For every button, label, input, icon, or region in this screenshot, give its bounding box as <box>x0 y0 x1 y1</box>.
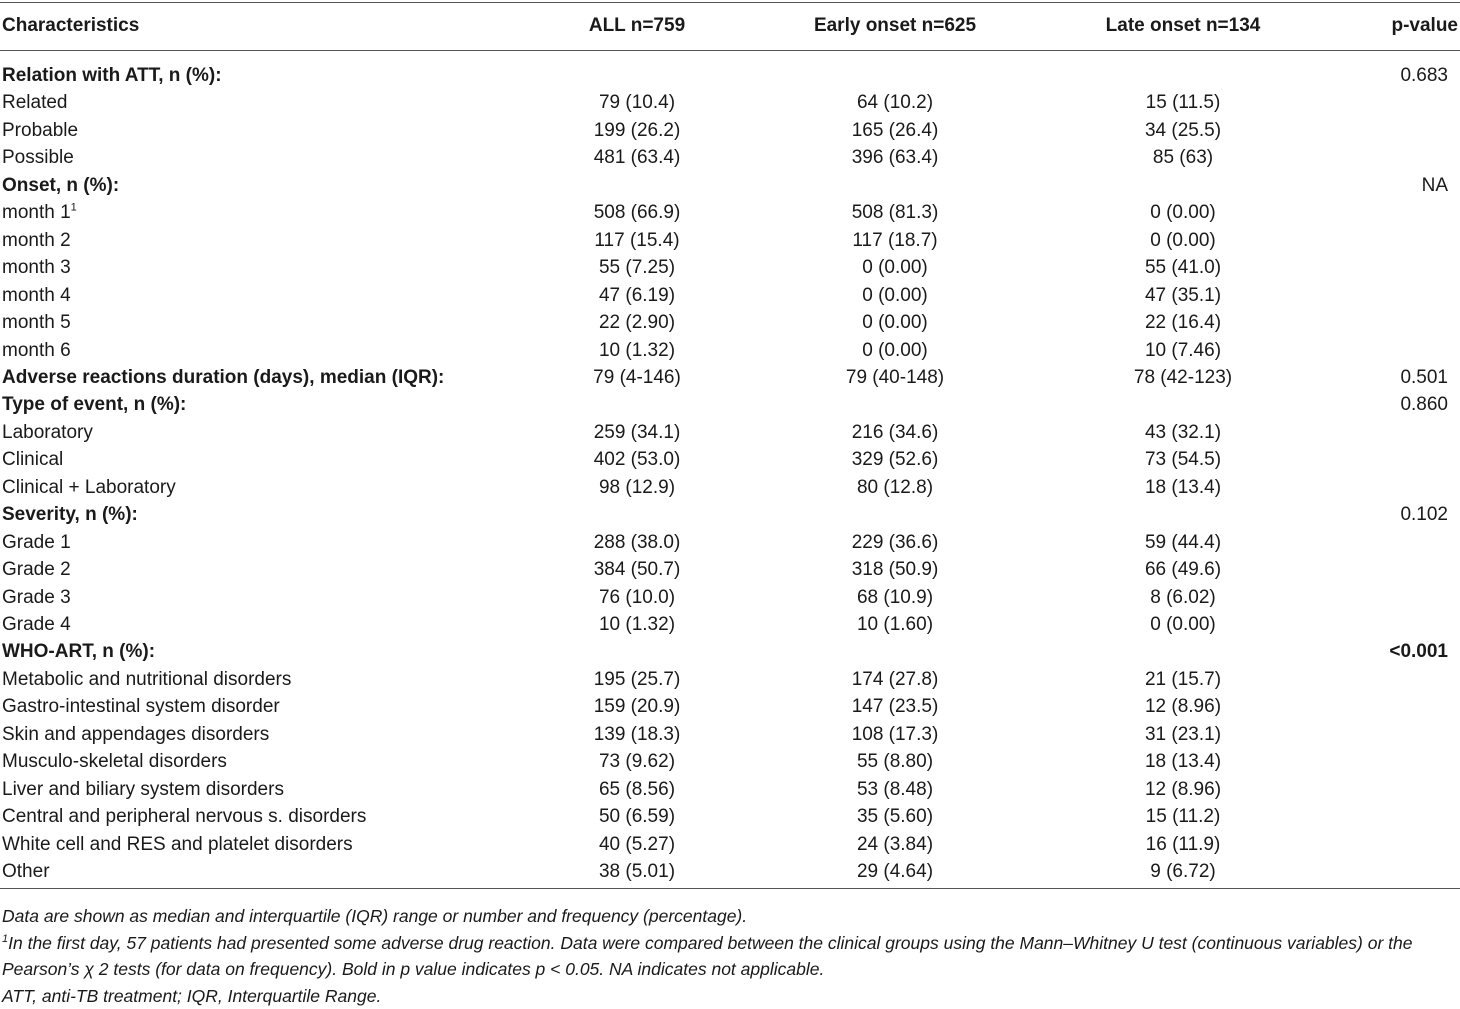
row-label-text: month 4 <box>2 285 71 306</box>
row-label-text: month 6 <box>2 340 71 361</box>
cell-early-onset: 318 (50.9) <box>765 556 1025 583</box>
cell-all: 10 (1.32) <box>507 611 767 638</box>
table-section-row <box>0 62 1460 89</box>
row-label <box>2 117 78 144</box>
table-row <box>0 474 1460 501</box>
row-label-text: Severity, n (%): <box>2 504 138 525</box>
cell-early-onset: 508 (81.3) <box>765 199 1025 226</box>
cell-early-onset: 117 (18.7) <box>765 227 1025 254</box>
row-label <box>2 803 366 830</box>
row-label-text: Central and peripheral nervous s. disorders <box>2 806 366 827</box>
cell-early-onset: 216 (34.6) <box>765 419 1025 446</box>
table-row <box>0 693 1460 720</box>
table-row <box>0 419 1460 446</box>
row-label-text: White cell and RES and platelet disorders <box>2 834 353 855</box>
row-label <box>2 556 71 583</box>
table-section-row <box>0 172 1460 199</box>
row-label <box>2 419 93 446</box>
table-row <box>0 584 1460 611</box>
cell-late-onset: 73 (54.5) <box>1053 446 1313 473</box>
row-label <box>2 501 138 528</box>
cell-all: 76 (10.0) <box>507 584 767 611</box>
row-label <box>2 337 71 364</box>
row-label <box>2 172 119 199</box>
row-label <box>2 584 71 611</box>
table-top-rule <box>0 2 1460 3</box>
cell-late-onset: 21 (15.7) <box>1053 666 1313 693</box>
cell-late-onset: 85 (63) <box>1053 144 1313 171</box>
table-section-row <box>0 638 1460 665</box>
table-row <box>0 831 1460 858</box>
cell-all: 481 (63.4) <box>507 144 767 171</box>
cell-late-onset: 0 (0.00) <box>1053 611 1313 638</box>
cell-early-onset: 35 (5.60) <box>765 803 1025 830</box>
row-label <box>2 776 284 803</box>
cell-early-onset: 174 (27.8) <box>765 666 1025 693</box>
row-label <box>2 666 291 693</box>
cell-early-onset: 55 (8.80) <box>765 748 1025 775</box>
cell-late-onset: 66 (49.6) <box>1053 556 1313 583</box>
table-row <box>0 337 1460 364</box>
cell-late-onset: 55 (41.0) <box>1053 254 1313 281</box>
table-row <box>0 611 1460 638</box>
cell-all: 47 (6.19) <box>507 282 767 309</box>
row-label <box>2 529 71 556</box>
row-label-text: Grade 3 <box>2 587 71 608</box>
row-label-text: Grade 4 <box>2 614 71 635</box>
cell-all: 55 (7.25) <box>507 254 767 281</box>
cell-all: 288 (38.0) <box>507 529 767 556</box>
cell-late-onset: 34 (25.5) <box>1053 117 1313 144</box>
cell-all: 65 (8.56) <box>507 776 767 803</box>
footnote-marker: 1 <box>2 933 8 945</box>
row-label-text: Other <box>2 861 50 882</box>
row-label <box>2 199 77 226</box>
row-label <box>2 391 186 418</box>
row-label <box>2 693 280 720</box>
table-row <box>0 748 1460 775</box>
cell-early-onset: 68 (10.9) <box>765 584 1025 611</box>
cell-early-onset: 165 (26.4) <box>765 117 1025 144</box>
cell-late-onset: 16 (11.9) <box>1053 831 1313 858</box>
row-label-text: Liver and biliary system disorders <box>2 779 284 800</box>
cell-early-onset: 0 (0.00) <box>765 309 1025 336</box>
table-row <box>0 556 1460 583</box>
row-label <box>2 364 444 391</box>
row-label <box>2 309 71 336</box>
row-label-text: Probable <box>2 120 78 141</box>
row-label <box>2 282 71 309</box>
cell-all: 384 (50.7) <box>507 556 767 583</box>
row-label-text: Grade 1 <box>2 532 71 553</box>
row-label <box>2 62 222 89</box>
table-section-row <box>0 391 1460 418</box>
cell-all: 117 (15.4) <box>507 227 767 254</box>
row-label <box>2 748 227 775</box>
table-row <box>0 117 1460 144</box>
footnote-abbreviations: ATT, anti-TB treatment; IQR, Interquartile Range. <box>2 983 1458 1009</box>
cell-late-onset: 8 (6.02) <box>1053 584 1313 611</box>
cell-p-value: 0.860 <box>1400 391 1448 418</box>
row-label <box>2 474 176 501</box>
cell-all: 139 (18.3) <box>507 721 767 748</box>
cell-p-value: 0.102 <box>1400 501 1448 528</box>
cell-all: 199 (26.2) <box>507 117 767 144</box>
cell-late-onset: 22 (16.4) <box>1053 309 1313 336</box>
cell-p-value: NA <box>1422 172 1448 199</box>
row-label <box>2 227 71 254</box>
cell-late-onset: 15 (11.5) <box>1053 89 1313 116</box>
table-row <box>0 721 1460 748</box>
table-row <box>0 446 1460 473</box>
row-label-text: Grade 2 <box>2 559 71 580</box>
row-label-text: Related <box>2 92 68 113</box>
cell-all: 98 (12.9) <box>507 474 767 501</box>
header-all: ALL n=759 <box>507 12 767 39</box>
cell-early-onset: 229 (36.6) <box>765 529 1025 556</box>
row-label-text: Type of event, n (%): <box>2 394 186 415</box>
table-row <box>0 282 1460 309</box>
row-label <box>2 858 50 885</box>
cell-late-onset: 31 (23.1) <box>1053 721 1313 748</box>
cell-early-onset: 0 (0.00) <box>765 337 1025 364</box>
row-label-text: Metabolic and nutritional disorders <box>2 669 291 690</box>
cell-all: 159 (20.9) <box>507 693 767 720</box>
row-label-text: month 5 <box>2 312 71 333</box>
header-early-onset: Early onset n=625 <box>765 12 1025 39</box>
cell-all: 50 (6.59) <box>507 803 767 830</box>
table-row <box>0 776 1460 803</box>
table-row <box>0 666 1460 693</box>
cell-late-onset: 12 (8.96) <box>1053 776 1313 803</box>
cell-early-onset: 24 (3.84) <box>765 831 1025 858</box>
row-label <box>2 831 353 858</box>
table-row <box>0 227 1460 254</box>
table-header-rule <box>0 50 1460 51</box>
cell-early-onset: 0 (0.00) <box>765 254 1025 281</box>
footnote-methods <box>2 930 1458 983</box>
cell-late-onset: 12 (8.96) <box>1053 693 1313 720</box>
row-label-text: Clinical <box>2 449 63 470</box>
footnote-data-description: Data are shown as median and interquartile (IQR) range or number and frequency (percentage). <box>2 903 1458 930</box>
table-row <box>0 309 1460 336</box>
row-label-text: Relation with ATT, n (%): <box>2 65 222 86</box>
table-footnotes <box>2 903 1458 1009</box>
cell-late-onset: 10 (7.46) <box>1053 337 1313 364</box>
header-late-onset: Late onset n=134 <box>1053 12 1313 39</box>
cell-all: 40 (5.27) <box>507 831 767 858</box>
cell-late-onset: 59 (44.4) <box>1053 529 1313 556</box>
table-section-row <box>0 364 1460 391</box>
cell-early-onset: 329 (52.6) <box>765 446 1025 473</box>
row-label-text: Laboratory <box>2 422 93 443</box>
row-label-text: Onset, n (%): <box>2 175 119 196</box>
row-label-text: WHO-ART, n (%): <box>2 641 155 662</box>
cell-early-onset: 53 (8.48) <box>765 776 1025 803</box>
row-label <box>2 638 155 665</box>
cell-late-onset: 0 (0.00) <box>1053 227 1313 254</box>
row-label-text: Musculo-skeletal disorders <box>2 751 227 772</box>
cell-early-onset: 10 (1.60) <box>765 611 1025 638</box>
table-row <box>0 199 1460 226</box>
cell-all: 79 (10.4) <box>507 89 767 116</box>
footnote-marker: 1 <box>71 202 77 214</box>
cell-all: 259 (34.1) <box>507 419 767 446</box>
cell-late-onset: 18 (13.4) <box>1053 474 1313 501</box>
cell-early-onset: 108 (17.3) <box>765 721 1025 748</box>
table-row <box>0 803 1460 830</box>
row-label-text: month 1 <box>2 202 71 223</box>
row-label <box>2 446 63 473</box>
header-p-value: p-value <box>1391 12 1458 39</box>
cell-early-onset: 79 (40-148) <box>765 364 1025 391</box>
cell-all: 402 (53.0) <box>507 446 767 473</box>
cell-early-onset: 147 (23.5) <box>765 693 1025 720</box>
table-row <box>0 858 1460 885</box>
cell-p-value: 0.501 <box>1400 364 1448 391</box>
row-label <box>2 721 269 748</box>
header-characteristics: Characteristics <box>2 12 139 39</box>
cell-all: 73 (9.62) <box>507 748 767 775</box>
row-label-text: Clinical + Laboratory <box>2 477 176 498</box>
row-label <box>2 89 68 116</box>
row-label-text: Gastro-intestinal system disorder <box>2 696 280 717</box>
cell-all: 22 (2.90) <box>507 309 767 336</box>
row-label-text: month 2 <box>2 230 71 251</box>
cell-early-onset: 80 (12.8) <box>765 474 1025 501</box>
cell-early-onset: 396 (63.4) <box>765 144 1025 171</box>
cell-late-onset: 18 (13.4) <box>1053 748 1313 775</box>
cell-p-value: <0.001 <box>1389 638 1448 665</box>
table-bottom-rule <box>0 888 1460 889</box>
cell-all: 10 (1.32) <box>507 337 767 364</box>
row-label-text: Skin and appendages disorders <box>2 724 269 745</box>
cell-late-onset: 0 (0.00) <box>1053 199 1313 226</box>
cell-all: 38 (5.01) <box>507 858 767 885</box>
table-section-row <box>0 501 1460 528</box>
row-label <box>2 254 71 281</box>
cell-late-onset: 47 (35.1) <box>1053 282 1313 309</box>
row-label <box>2 144 74 171</box>
row-label-text: month 3 <box>2 257 71 278</box>
table-row <box>0 529 1460 556</box>
table-row <box>0 254 1460 281</box>
cell-late-onset: 43 (32.1) <box>1053 419 1313 446</box>
cell-all: 79 (4-146) <box>507 364 767 391</box>
cell-p-value: 0.683 <box>1400 62 1448 89</box>
table-row <box>0 144 1460 171</box>
cell-late-onset: 9 (6.72) <box>1053 858 1313 885</box>
row-label-text: Possible <box>2 147 74 168</box>
row-label <box>2 611 71 638</box>
cell-early-onset: 64 (10.2) <box>765 89 1025 116</box>
cell-early-onset: 29 (4.64) <box>765 858 1025 885</box>
cell-all: 195 (25.7) <box>507 666 767 693</box>
table-row <box>0 89 1460 116</box>
row-label-text: Adverse reactions duration (days), median (IQR): <box>2 367 444 388</box>
cell-late-onset: 15 (11.2) <box>1053 803 1313 830</box>
cell-all: 508 (66.9) <box>507 199 767 226</box>
table-header-row <box>0 12 1460 39</box>
cell-early-onset: 0 (0.00) <box>765 282 1025 309</box>
cell-late-onset: 78 (42-123) <box>1053 364 1313 391</box>
footnote-methods-text: In the first day, 57 patients had presented some adverse drug reaction. Data were compared between the clinical groups using the Mann–Whitney U test (continuous variables) or the Pearson’s χ 2 tests (for data on frequency). Bold in p value indicates p < 0.05. NA indicates not applicable. <box>2 933 1412 980</box>
